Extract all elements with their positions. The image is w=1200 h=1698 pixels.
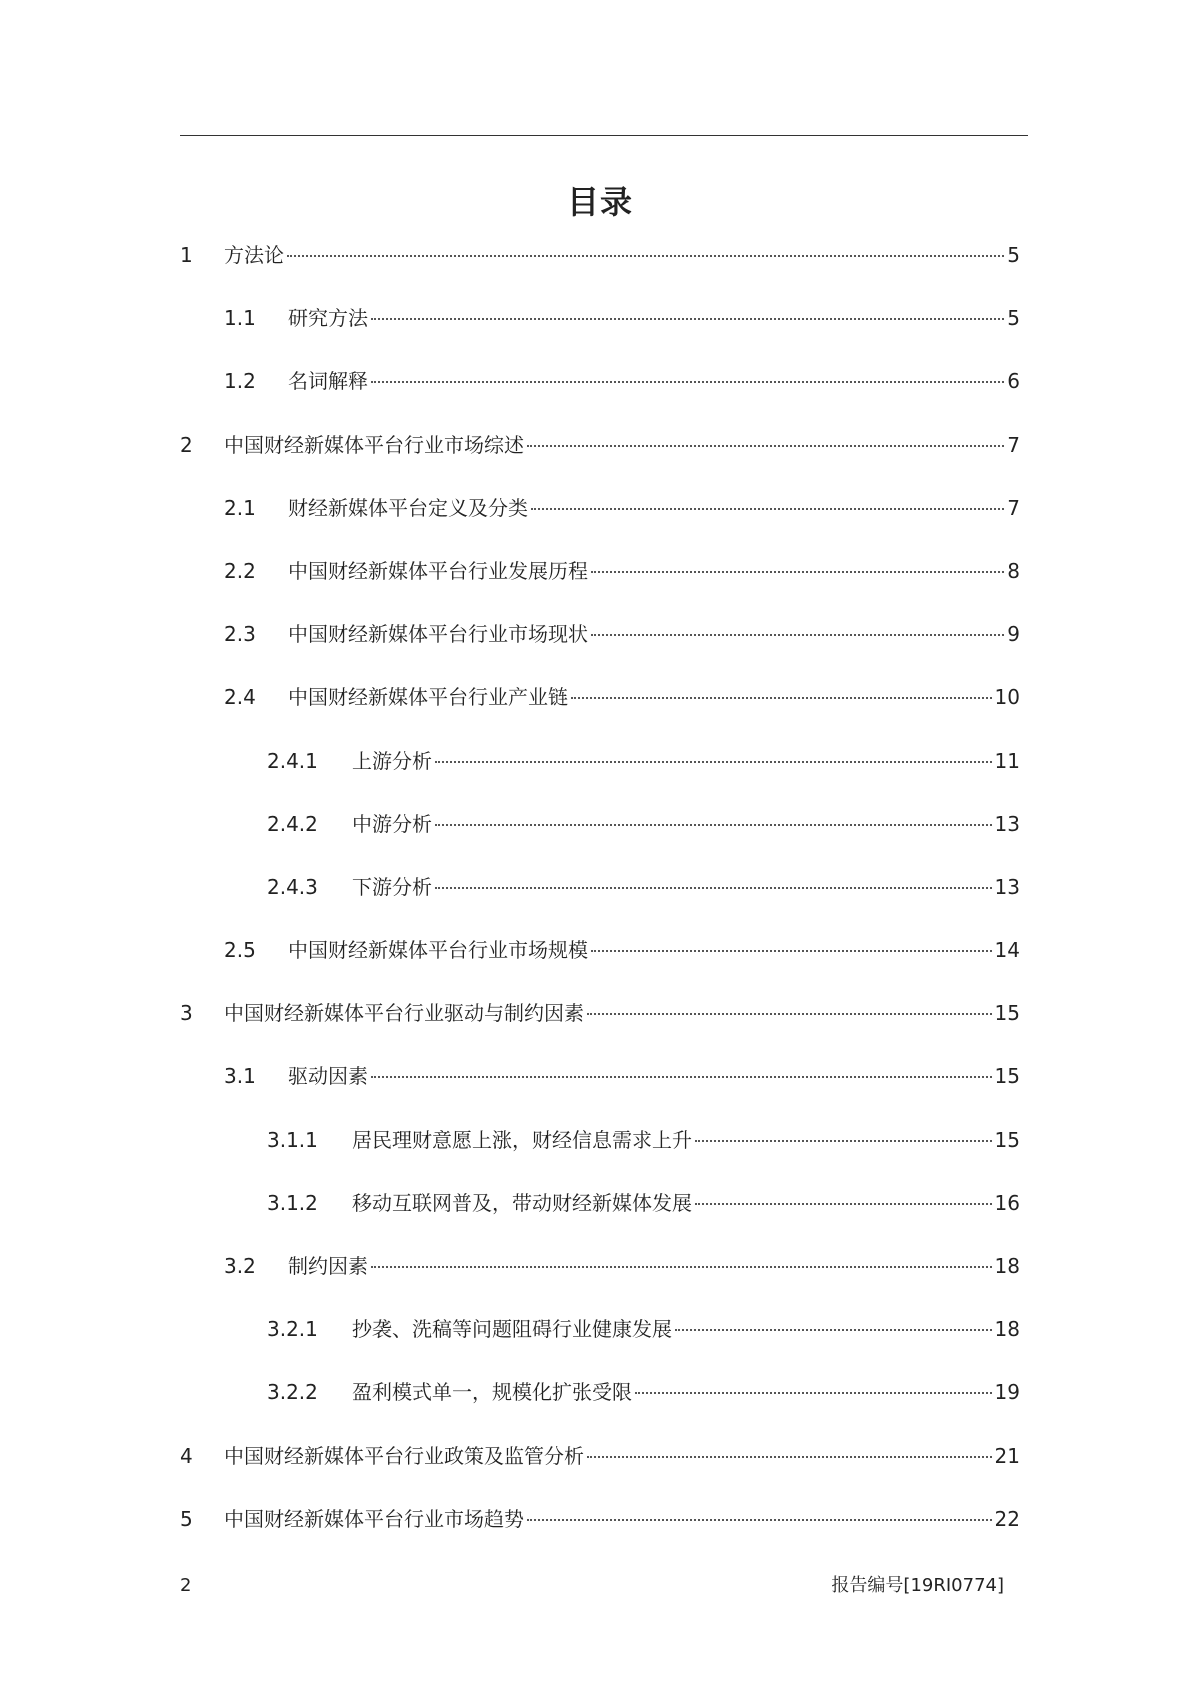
toc-entry[interactable]: [180, 1251, 1020, 1314]
toc-entry-page: 16: [994, 1190, 1020, 1215]
toc-dot-leader: [435, 760, 992, 763]
toc-dot-leader: [435, 823, 992, 826]
toc-entry-number: 2.1: [224, 495, 256, 520]
toc-dot-leader: [635, 1391, 992, 1394]
toc-dot-leader: [287, 254, 1004, 257]
toc-entry-page: 5: [1007, 306, 1020, 331]
toc-entry-page: 15: [994, 1127, 1020, 1152]
toc-entry-title: 中国财经新媒体平台行业市场规模: [288, 938, 588, 963]
toc-entry-title: 驱动因素: [288, 1064, 368, 1089]
toc-entry-page: 22: [994, 1506, 1020, 1531]
toc-entry[interactable]: [180, 1188, 1020, 1251]
toc-entry-title: 中国财经新媒体平台行业政策及监管分析: [224, 1443, 584, 1468]
footer-report-id: 报告编号[19RI0774]: [831, 1575, 1004, 1596]
toc-entry-page: 6: [1007, 369, 1020, 394]
toc-entry-number: 1.1: [224, 306, 256, 331]
toc-entry-page: 13: [994, 874, 1020, 899]
toc-entry-number: 3.1.1: [267, 1127, 318, 1152]
toc-entry-number: 2.4: [224, 685, 256, 710]
toc-entry[interactable]: [180, 240, 1020, 303]
toc-entry-number: 5: [180, 1506, 193, 1531]
toc-entry-page: 14: [994, 938, 1020, 963]
toc-entry[interactable]: [180, 556, 1020, 619]
toc-entry-page: 13: [994, 811, 1020, 836]
toc-entry-title: 制约因素: [288, 1254, 368, 1278]
toc-entry[interactable]: [180, 619, 1020, 682]
toc-dot-leader: [371, 1265, 992, 1268]
toc-entry[interactable]: [180, 998, 1020, 1061]
toc-entry-title: 居民理财意愿上涨，财经信息需求上升: [352, 1127, 692, 1152]
toc-entry-number: 2.3: [224, 622, 256, 647]
toc-entry-number: 2.5: [224, 938, 256, 963]
toc-entry[interactable]: [180, 1441, 1020, 1504]
toc-entry-number: 3.2.1: [267, 1317, 318, 1342]
toc-dot-leader: [435, 886, 992, 889]
toc-entry-number: 3: [180, 1001, 193, 1026]
toc-dot-leader: [695, 1202, 992, 1205]
toc-entry-page: 8: [1007, 558, 1020, 583]
toc-dot-leader: [591, 570, 1004, 573]
toc-entry-title: 中游分析: [352, 811, 432, 836]
toc-dot-leader: [527, 444, 1004, 447]
toc-entry-number: 1.2: [224, 369, 256, 394]
toc-entry-page: 11: [994, 748, 1020, 773]
toc-entry-title: 中国财经新媒体平台行业产业链: [288, 685, 568, 710]
toc-entry-page: 9: [1007, 622, 1020, 647]
toc-entry-page: 19: [994, 1380, 1020, 1405]
table-of-contents: [180, 240, 1020, 1567]
toc-entry-title: 财经新媒体平台定义及分类: [288, 495, 528, 520]
toc-entry-title: 盈利模式单一，规模化扩张受限: [352, 1380, 632, 1405]
toc-dot-leader: [371, 380, 1004, 383]
toc-dot-leader: [591, 949, 992, 952]
toc-entry[interactable]: [180, 746, 1020, 809]
toc-entry[interactable]: [180, 303, 1020, 366]
toc-entry-page: 5: [1007, 243, 1020, 267]
toc-dot-leader: [571, 696, 992, 699]
toc-entry-number: 3.1.2: [267, 1190, 318, 1215]
toc-entry-title: 上游分析: [352, 748, 432, 773]
toc-dot-leader: [371, 1075, 992, 1078]
toc-entry-title: 方法论: [224, 243, 284, 267]
toc-dot-leader: [591, 633, 1004, 636]
toc-entry[interactable]: [180, 1504, 1020, 1567]
toc-entry[interactable]: [180, 682, 1020, 745]
toc-entry-title: 名词解释: [288, 369, 368, 394]
toc-dot-leader: [587, 1012, 992, 1015]
toc-entry-title: 抄袭、洗稿等问题阻碍行业健康发展: [352, 1317, 672, 1342]
toc-entry-number: 2.2: [224, 558, 256, 583]
toc-entry[interactable]: [180, 1061, 1020, 1124]
toc-dot-leader: [587, 1455, 992, 1458]
toc-entry-title: 中国财经新媒体平台行业发展历程: [288, 558, 588, 583]
toc-dot-leader: [675, 1328, 992, 1331]
toc-entry[interactable]: [180, 366, 1020, 429]
toc-entry-title: 研究方法: [288, 306, 368, 331]
toc-dot-leader: [531, 507, 1004, 510]
toc-entry-page: 18: [994, 1254, 1020, 1278]
toc-entry-title: 下游分析: [352, 874, 432, 899]
toc-entry[interactable]: [180, 493, 1020, 556]
toc-entry-page: 7: [1007, 495, 1020, 520]
toc-dot-leader: [695, 1139, 992, 1142]
toc-entry-title: 中国财经新媒体平台行业市场趋势: [224, 1506, 524, 1531]
toc-entry-page: 21: [994, 1443, 1020, 1468]
toc-entry[interactable]: [180, 1377, 1020, 1440]
page-title: 目录: [566, 183, 633, 221]
toc-entry[interactable]: [180, 1314, 1020, 1377]
toc-entry-page: 10: [994, 685, 1020, 710]
toc-dot-leader: [371, 317, 1004, 320]
toc-dot-leader: [527, 1518, 992, 1521]
toc-entry[interactable]: [180, 809, 1020, 872]
toc-entry-title: 中国财经新媒体平台行业市场现状: [288, 622, 588, 647]
toc-entry-title: 中国财经新媒体平台行业市场综述: [224, 432, 524, 457]
toc-entry-number: 3.2.2: [267, 1380, 318, 1405]
footer-page-number: 2: [180, 1575, 192, 1596]
toc-entry-number: 2: [180, 432, 193, 457]
toc-entry-number: 4: [180, 1443, 193, 1468]
toc-entry-number: 1: [180, 243, 193, 267]
toc-entry[interactable]: [180, 872, 1020, 935]
toc-entry-title: 中国财经新媒体平台行业驱动与制约因素: [224, 1001, 584, 1026]
toc-entry-number: 2.4.2: [267, 811, 318, 836]
toc-entry-page: 15: [994, 1001, 1020, 1026]
toc-entry-page: 15: [994, 1064, 1020, 1089]
toc-entry-page: 7: [1007, 432, 1020, 457]
toc-entry[interactable]: [180, 935, 1020, 998]
toc-entry-page: 18: [994, 1317, 1020, 1342]
toc-entry-number: 2.4.3: [267, 874, 318, 899]
toc-entry-number: 2.4.1: [267, 748, 318, 773]
toc-entry-title: 移动互联网普及，带动财经新媒体发展: [352, 1190, 692, 1215]
toc-entry-number: 3.2: [224, 1254, 256, 1278]
toc-entry-number: 3.1: [224, 1064, 256, 1089]
toc-entry[interactable]: [180, 1125, 1020, 1188]
toc-entry[interactable]: [180, 430, 1020, 493]
header-rule: [180, 135, 1028, 136]
